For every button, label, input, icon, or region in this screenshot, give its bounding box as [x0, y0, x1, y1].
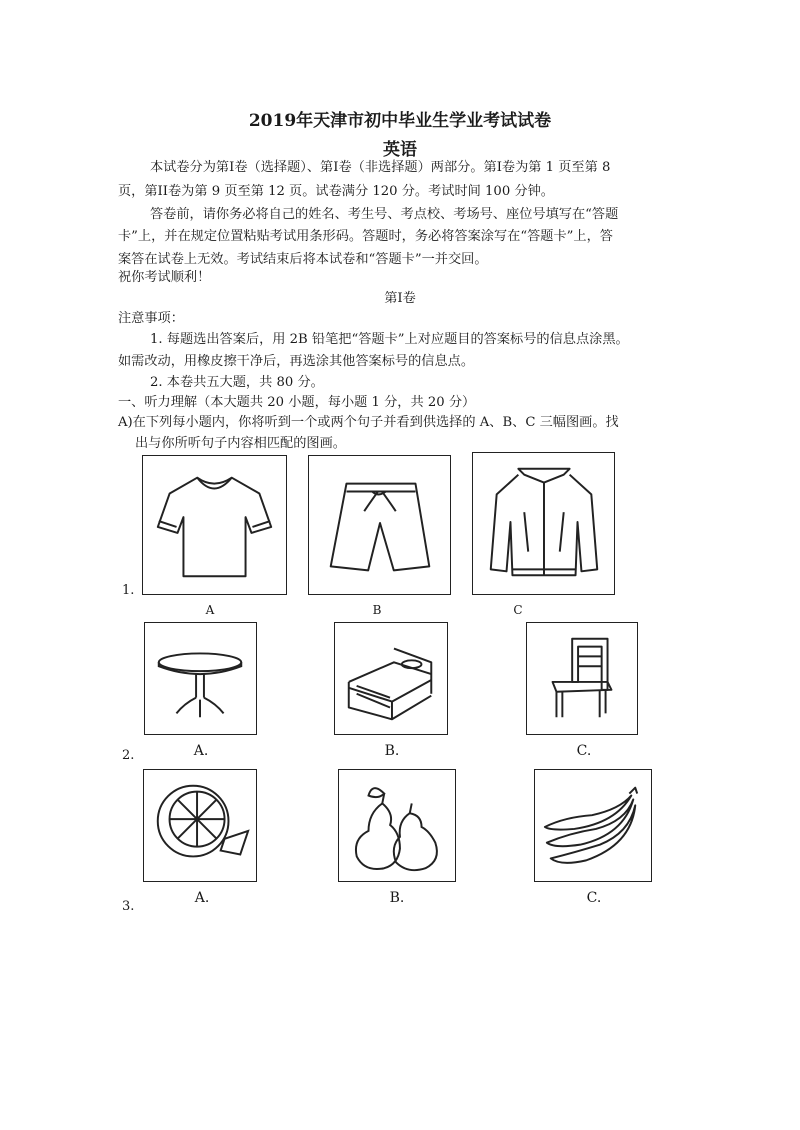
option-image-shorts[interactable] [308, 455, 451, 595]
option-image-pears[interactable] [338, 769, 456, 882]
option-image-jacket[interactable] [472, 452, 615, 595]
part-heading: 第Ⅰ卷 [384, 291, 416, 306]
bed-icon [335, 623, 447, 734]
pears-icon [339, 770, 455, 881]
option-label-a: A. [194, 890, 210, 906]
intro-line-6: 祝你考试顺利！ [118, 270, 211, 285]
option-label-b: B. [384, 743, 400, 759]
tshirt-icon [143, 456, 286, 594]
notice-item-2: 2. 本卷共五大题，共 80 分。 [150, 375, 324, 390]
option-label-c: C [513, 603, 523, 617]
table-icon [145, 623, 256, 734]
section-heading: 一、听力理解（本大题共 20 小题，每小题 1 分，共 20 分） [118, 395, 476, 410]
question-number: 2. [122, 748, 135, 763]
intro-line-5: 案答在试卷上无效。考试结束后将本试卷和“答题卡”一并交回。 [118, 252, 488, 267]
chair-icon [527, 623, 637, 734]
option-label-b: B. [389, 890, 405, 906]
notice-title: 注意事项： [118, 311, 184, 326]
intro-line-3: 答卷前，请你务必将自己的姓名、考生号、考点校、考场号、座位号填写在“答题 [150, 207, 619, 222]
bananas-icon [535, 770, 651, 881]
orange-icon [144, 770, 256, 881]
instruction-line-1: A)在下列每小题内，你将听到一个或两个句子并看到供选择的 A、B、C 三幅图画。找 [118, 415, 619, 430]
question-number: 1. [122, 583, 135, 598]
option-label-c: C. [586, 890, 602, 906]
question-number: 3. [122, 899, 135, 914]
notice-item-1: 1. 每题选出答案后，用 2B 铅笔把“答题卡”上对应题目的答案标号的信息点涂黑。 [150, 332, 629, 347]
option-image-orange[interactable] [143, 769, 257, 882]
jacket-icon [473, 453, 614, 594]
option-label-a: A. [193, 743, 209, 759]
option-image-chair[interactable] [526, 622, 638, 735]
intro-line-2: 页，第II卷为第 9 页至第 12 页。试卷满分 120 分。考试时间 100 分钟。 [118, 184, 554, 199]
option-label-b: B [372, 603, 382, 617]
option-image-bananas[interactable] [534, 769, 652, 882]
option-image-tshirt[interactable] [142, 455, 287, 595]
option-image-table[interactable] [144, 622, 257, 735]
shorts-icon [309, 456, 450, 594]
exam-title: 2019年天津市初中毕业生学业考试试卷 [248, 111, 552, 131]
subject-title: 英语 [383, 140, 417, 160]
option-label-c: C. [576, 743, 592, 759]
intro-line-4: 卡”上，并在规定位置粘贴考试用条形码。答题时，务必将答案涂写在“答题卡”上，答 [118, 229, 613, 244]
intro-line-1: 本试卷分为第I卷（选择题）、第Ⅰ卷（非选择题）两部分。第Ⅰ卷为第 1 页至第 8 [150, 160, 611, 175]
option-image-bed[interactable] [334, 622, 448, 735]
option-label-a: A [205, 603, 215, 617]
notice-item-1-cont: 如需改动，用橡皮擦干净后，再选涂其他答案标号的信息点。 [118, 354, 475, 369]
instruction-line-2: 出与你所听句子内容相匹配的图画。 [135, 436, 346, 451]
